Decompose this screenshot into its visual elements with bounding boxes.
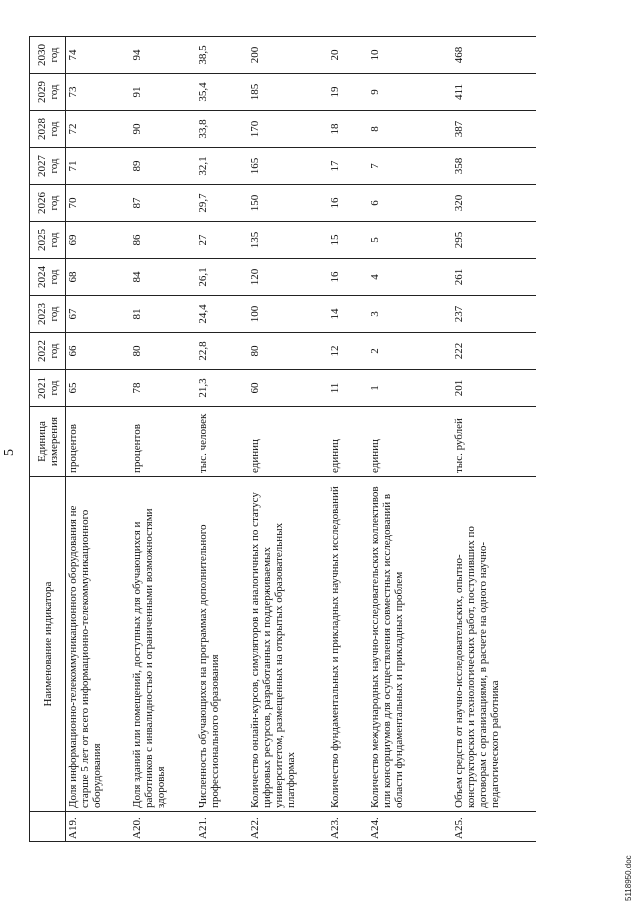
value-cell: 12 [328,333,368,370]
indicator-unit: процентов [66,407,130,477]
value-cell: 22,8 [196,333,248,370]
footer-filename: 5118950.doc [624,855,633,901]
indicator-unit: единиц [328,407,368,477]
value-cell: 15 [328,222,368,259]
value-cell: 81 [130,296,196,333]
value-cell: 222 [452,333,536,370]
value-cell: 87 [130,185,196,222]
value-cell: 14 [328,296,368,333]
table-row [196,37,248,842]
header-code [30,812,66,842]
indicator-code: А19. [66,812,130,842]
value-cell: 69 [66,222,130,259]
header-year: 2030 год [30,37,66,74]
value-cell: 68 [66,259,130,296]
value-cell: 6 [368,185,452,222]
value-cell: 8 [368,111,452,148]
value-cell: 9 [368,74,452,111]
value-cell: 60 [248,370,328,407]
value-cell: 201 [452,370,536,407]
indicator-unit: единиц [248,407,328,477]
value-cell: 66 [66,333,130,370]
value-cell: 5 [368,222,452,259]
value-cell: 72 [66,111,130,148]
table-row [66,37,130,842]
indicator-name: Доля информационно-телекоммуникационного оборудования не старше 5 лет от всего информационно-телекоммуникационного оборудования [66,477,130,812]
table-row [368,37,452,842]
header-year: 2023 год [30,296,66,333]
indicator-name: Количество международных научно-исследовательских коллективов или консорциумов для осуществления совместных исследований в области фундаментальных и прикладных проблем [368,477,452,812]
value-cell: 20 [328,37,368,74]
value-cell: 94 [130,37,196,74]
indicator-unit: процентов [130,407,196,477]
value-cell: 26,1 [196,259,248,296]
page-number: 5 [2,449,17,456]
indicator-name: Количество фундаментальных и прикладных научных исследований [328,477,368,812]
header-indicator-name: Наименование индикатора [30,477,66,812]
value-cell: 261 [452,259,536,296]
value-cell: 16 [328,259,368,296]
value-cell: 65 [66,370,130,407]
indicator-name: Численность обучающихся на программах дополнительного профессионального образования [196,477,248,812]
indicator-unit: тыс. человек [196,407,248,477]
value-cell: 170 [248,111,328,148]
value-cell: 387 [452,111,536,148]
value-cell: 468 [452,37,536,74]
value-cell: 89 [130,148,196,185]
indicator-name: Объем средств от научно-исследовательских, опытно-конструкторских и технологических работ, поступивших по договорам с организациями, в расчете на одного научно-педагогического работника [452,477,536,812]
value-cell: 91 [130,74,196,111]
value-cell: 165 [248,148,328,185]
value-cell: 78 [130,370,196,407]
header-year: 2024 год [30,259,66,296]
value-cell: 70 [66,185,130,222]
value-cell: 237 [452,296,536,333]
value-cell: 135 [248,222,328,259]
value-cell: 4 [368,259,452,296]
indicator-code: А25. [452,812,536,842]
value-cell: 2 [368,333,452,370]
table-row [130,37,196,842]
value-cell: 100 [248,296,328,333]
table-row [452,37,536,842]
value-cell: 3 [368,296,452,333]
value-cell: 411 [452,74,536,111]
indicator-code: А22. [248,812,328,842]
indicator-code: А21. [196,812,248,842]
value-cell: 33,8 [196,111,248,148]
value-cell: 32,1 [196,148,248,185]
value-cell: 21,3 [196,370,248,407]
header-year: 2026 год [30,185,66,222]
value-cell: 35,4 [196,74,248,111]
value-cell: 38,5 [196,37,248,74]
value-cell: 19 [328,74,368,111]
indicator-name: Количество онлайн-курсов, симуляторов и аналогичных по статусу цифровых ресурсов, разработанных и поддерживаемых университетом, размещенных на открытых образовательных платформах [248,477,328,812]
value-cell: 73 [66,74,130,111]
value-cell: 17 [328,148,368,185]
value-cell: 16 [328,185,368,222]
indicator-table [29,36,536,842]
header-year: 2029 год [30,74,66,111]
value-cell: 120 [248,259,328,296]
indicator-code: А23. [328,812,368,842]
value-cell: 86 [130,222,196,259]
indicator-code: А24. [368,812,452,842]
value-cell: 7 [368,148,452,185]
indicator-unit: единиц [368,407,452,477]
header-year: 2027 год [30,148,66,185]
table-header-row [30,37,66,842]
value-cell: 200 [248,37,328,74]
value-cell: 24,4 [196,296,248,333]
table-row [328,37,368,842]
value-cell: 11 [328,370,368,407]
value-cell: 150 [248,185,328,222]
header-unit: Единица измерения [30,407,66,477]
value-cell: 358 [452,148,536,185]
value-cell: 320 [452,185,536,222]
indicator-unit: тыс. рублей [452,407,536,477]
header-year: 2021 год [30,370,66,407]
value-cell: 74 [66,37,130,74]
value-cell: 185 [248,74,328,111]
value-cell: 90 [130,111,196,148]
value-cell: 71 [66,148,130,185]
value-cell: 84 [130,259,196,296]
value-cell: 80 [130,333,196,370]
value-cell: 27 [196,222,248,259]
value-cell: 295 [452,222,536,259]
header-year: 2025 год [30,222,66,259]
value-cell: 29,7 [196,185,248,222]
value-cell: 10 [368,37,452,74]
indicator-code: А20. [130,812,196,842]
table-row [248,37,328,842]
header-year: 2028 год [30,111,66,148]
value-cell: 67 [66,296,130,333]
value-cell: 80 [248,333,328,370]
indicator-name: Доля зданий или помещений, доступных для обучающихся и работников с инвалидностью и ограниченными возможностями здоровья [130,477,196,812]
header-year: 2022 год [30,333,66,370]
value-cell: 1 [368,370,452,407]
value-cell: 18 [328,111,368,148]
